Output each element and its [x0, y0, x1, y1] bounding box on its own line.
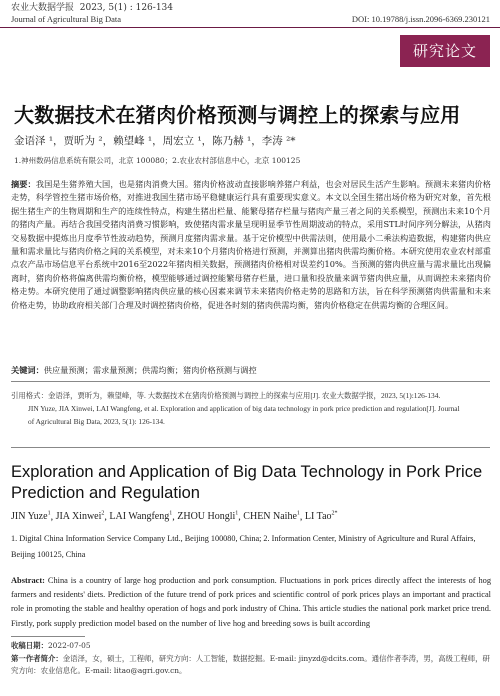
- abstract-cn-text: 我国是生猪养殖大国，也是猪肉消费大国。猪肉价格波动直接影响养猪户利益，也会对居民生活产生影响。预测未来猪肉价格走势，科学管控生猪市场价格，对推进我国生猪市场平稳健康运行具有重要现实意义。本文以全国生猪出场价格为研究对象，首先根据生猪生产的生物周期和生产的连续性特点，构建生猪出栏量、能繁母猪存栏量与猪肉产量三者之间的关系模型，预测出未来10个月的猪肉产量。再结合我国受猪肉消费习惯影响，致使猪肉需求量呈现明显季节性周期波动的特点，采用STL时间序列分解法，从猪肉交易数据中提炼出月度季节性波动趋势，预测月度猪肉需求量。基于定价模型中供需法则，使用最小二乘法构造数据，构建猪肉供应量和需求量比与猪肉价格之间的关系模型，对未来10个月猪肉价格进行预测，并测算出猪肉供需均衡价格。本研究使用农业农村部重点农产品市场信息平台系统中2016至2022年猪肉相关数据，预测猪肉价格相对误差约10%。当预测的猪肉供应量与需求量比出现偏离时，猪肉价格将偏离供需均衡价格，模型能够通过调控能繁母猪存栏量，进口量和投放量来调节猪肉供应量，从而调控未来猪肉价格走势。本研究使用了通过调整影响猪肉供应量的核心因素来调节未来猪肉价格走势的思路和方法，旨在科学预测猪肉供需量和未来价格走势，协助政府相关部门合理及时调控猪肉价格，促进各时刻的猪肉供需均衡，猪肉价格稳定在供需均衡的合理区间。: [11, 179, 491, 310]
- paper-title-en: Exploration and Application of Big Data Technology in Pork Price Prediction and Regulation: [11, 463, 483, 502]
- affiliations-cn: 1.神州数码信息系统有限公司，北京 100080；2.农业农村部信息中心，北京 100125: [14, 156, 301, 165]
- author-en: ZHOU Hongli$^1$: [177, 511, 239, 523]
- keywords-cn-text: 供应量预测；需求量预测；供需均衡；猪肉价格预测与调控: [43, 365, 257, 375]
- authors-en: JIN Yuze$^1$, JIA Xinwei$^2$, LAI Wangfeng$^1$, ZHOU Hongli$^1$, CHEN Naihe$^1$, LI Tao$^{2*}$: [11, 511, 338, 523]
- author-en: JIA Xinwei$^2$: [55, 511, 105, 523]
- citation-line-en-cont: of Agricultural Big Data, 2023, 5(1): 126-134.: [28, 417, 165, 426]
- affiliations-en: 1. Digital China Information Service Company Ltd., Beijing 100080, China; 2. Information Center, Ministry of Agriculture and Rural Affairs, Beijing 100125, China: [11, 534, 476, 559]
- doi[interactable]: DOI: 10.19788/j.issn.2096-6369.230121: [351, 14, 490, 24]
- author-en: LAI Wangfeng$^1$: [109, 511, 173, 523]
- journal-issue: 2023, 5(1) : 126-134: [79, 3, 174, 13]
- abstract-en-label: Abstract:: [11, 576, 45, 585]
- footnote-divider: [11, 636, 85, 637]
- keywords-cn: [11, 365, 257, 376]
- section-divider: [11, 447, 490, 448]
- keywords-cn-label: 关键词：: [11, 365, 44, 375]
- article-type-badge: 研究论文: [400, 35, 490, 67]
- citation-block: [11, 389, 491, 428]
- journal-header: [11, 3, 173, 25]
- received-date: 收稿日期：2022-07-05: [11, 641, 91, 650]
- authors-cn: 金语泽 ¹，贾昕为 ²，赖望峰 ¹，周宏立 ¹，陈乃赫 ¹，李涛 ²*: [14, 135, 296, 147]
- author-info: 第一作者简介：金语泽，女，硕士，工程师，研究方向：人工智能，数据挖掘。E-mail: jinyzd@dcits.com。通信作者李涛，男，高级工程师，研究方向：农业信息化。E-mail: litao@agri.gov.cn。: [11, 653, 490, 675]
- abstract-cn: [11, 178, 491, 312]
- section-divider: [11, 381, 490, 382]
- author-en: CHEN Naihe$^1$: [243, 511, 300, 523]
- citation-line-cn: 引用格式：金语泽，贾昕为，赖望峰，等. 大数据技术在猪肉价格预测与调控上的探索与应用[J]. 农业大数据学报，2023, 5(1):126-134.: [11, 391, 441, 400]
- abstract-en: [11, 574, 491, 631]
- abstract-cn-label: 摘要：: [11, 179, 36, 189]
- author-en: LI Tao$^{2*}$: [304, 511, 338, 523]
- header-divider: [0, 27, 500, 28]
- footnote: [11, 640, 491, 678]
- citation-line-en: JIN Yuze, JIA Xinwei, LAI Wangfeng, et al. Exploration and application of big data technology in pork price prediction and regulation[J]. Journal: [28, 404, 460, 413]
- abstract-en-text: China is a country of large hog production and pork consumption. Fluctuations in pork prices directly affect the interests of hog farmers and residents' diets. Prediction of the future trend of pork prices and scientific control of pork prices plays an important and practical role in promoting the stable and healthy operation of hogs and pork industry of China. This article studies the national pork market price trend. Firstly, pork supply prediction model based on the number of live hog and breeding sows is built according: [11, 576, 492, 628]
- journal-name-en: Journal of Agricultural Big Data: [11, 14, 122, 24]
- author-en: JIN Yuze$^1$: [11, 511, 51, 523]
- paper-title-cn: 大数据技术在猪肉价格预测与调控上的探索与应用: [14, 103, 461, 127]
- journal-name-cn: 农业大数据学报: [11, 3, 75, 13]
